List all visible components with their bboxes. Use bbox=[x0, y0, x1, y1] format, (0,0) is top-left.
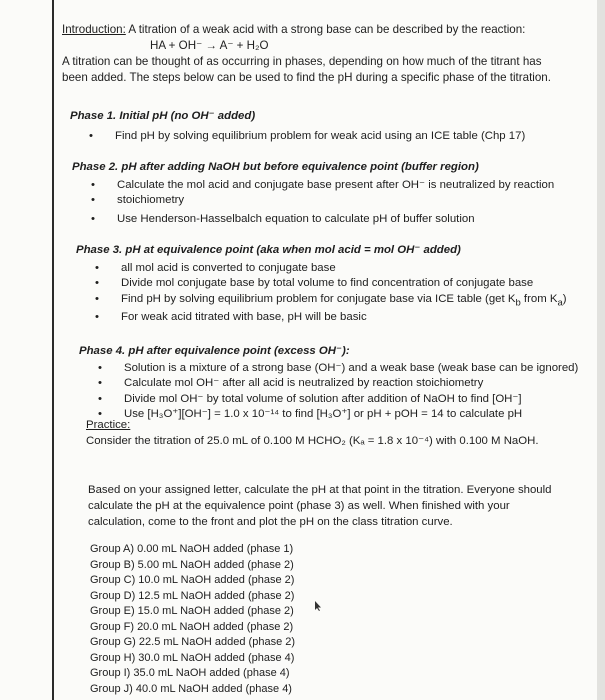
reaction-equation: HA + OH⁻ → A⁻ + H₂O bbox=[150, 39, 269, 52]
practice-heading: Practice: bbox=[86, 419, 131, 431]
list-item: • For weak acid titrated with base, pH will be basic bbox=[95, 310, 567, 326]
list-item: • Use Henderson-Hasselbalch equation to calculate pH of buffer solution bbox=[91, 212, 554, 228]
ice-table-text: Find pH by solving equilibrium problem for conjugate base via ICE table (get K bbox=[121, 292, 516, 305]
instruction-line: calculate the pH at the equivalence point (phase 3) as well. When finished with your bbox=[88, 500, 510, 512]
instruction-line: Based on your assigned letter, calculate the pH at that point in the titration. Everyone should bbox=[88, 484, 552, 496]
intro-text-3: been added. The steps below can be used to find the pH during a specific phase of the titration. bbox=[62, 71, 551, 84]
list-item: Group A) 0.00 mL NaOH added (phase 1) bbox=[90, 543, 294, 555]
ka-subscript: a bbox=[557, 296, 563, 308]
list-item: • Use [H₃O⁺][OH⁻] = 1.0 x 10⁻¹⁴ to find [H₃O⁺] or pH + pOH = 14 to calculate pH bbox=[98, 407, 578, 423]
list-item: Group D) 12.5 mL NaOH added (phase 2) bbox=[90, 589, 295, 602]
kb-subscript: b bbox=[515, 296, 521, 308]
phase-4-title: Phase 4. pH after equivalence point (excess OH⁻): bbox=[79, 345, 350, 357]
list-item: • Find pH by solving equilibrium problem for weak acid using an ICE table (Chp 17) bbox=[89, 129, 525, 145]
groups-list bbox=[90, 542, 295, 697]
list-item: • Divide mol OH⁻ by total volume of solution after addition of NaOH to find [OH⁻] bbox=[98, 392, 578, 408]
phase-1-section bbox=[70, 109, 525, 144]
kb-from-text: from K bbox=[520, 292, 558, 305]
list-item: Group C) 10.0 mL NaOH added (phase 2) bbox=[90, 574, 295, 586]
list-item: Group J) 40.0 mL NaOH added (phase 4) bbox=[90, 682, 292, 695]
list-item: • Calculate mol OH⁻ after all acid is neutralized by reaction stoichiometry bbox=[98, 376, 578, 392]
practice-text: Consider the titration of 25.0 mL of 0.100 M HCHO₂ (Kₐ = 1.8 x 10⁻⁴) with 0.100 M NaOH. bbox=[86, 435, 539, 447]
list-item: Group H) 30.0 mL NaOH added (phase 4) bbox=[90, 651, 295, 664]
list-item bbox=[95, 292, 567, 311]
list-item: Group G) 22.5 mL NaOH added (phase 2) bbox=[90, 636, 296, 648]
intro-text-2: A titration can be thought of as occurring in phases, depending on how much of the titrant has bbox=[62, 55, 542, 68]
introduction-section bbox=[62, 22, 551, 86]
list-item: Group I) 35.0 mL NaOH added (phase 4) bbox=[90, 667, 290, 679]
kb-close-text: ) bbox=[562, 292, 567, 305]
phase-1-title: Phase 1. Initial pH (no OH⁻ added) bbox=[70, 110, 256, 122]
page-right-edge bbox=[597, 0, 605, 700]
list-item: • Solution is a mixture of a strong base (OH⁻) and a weak base (weak base can be ignored) bbox=[98, 361, 578, 377]
list-item: Group B) 5.00 mL NaOH added (phase 2) bbox=[90, 558, 294, 571]
list-item: • all mol acid is converted to conjugate base bbox=[95, 261, 567, 277]
list-item: • Divide mol conjugate base by total volume to find concentration of conjugate base bbox=[95, 276, 567, 292]
intro-line-1 bbox=[62, 22, 551, 38]
list-item: Group F) 20.0 mL NaOH added (phase 2) bbox=[90, 620, 294, 633]
instructions-section bbox=[88, 482, 552, 530]
practice-section bbox=[86, 417, 539, 449]
phase-2-title: Phase 2. pH after adding NaOH but before equivalence point (buffer region) bbox=[72, 161, 479, 173]
list-item: • Calculate the mol acid and conjugate base present after OH⁻ is neutralized by reaction bbox=[91, 178, 554, 194]
instruction-line: calculation, come to the front and plot the pH on the class titration curve. bbox=[88, 516, 453, 528]
intro-text-1: A titration of a weak acid with a strong base can be described by the reaction: bbox=[125, 23, 526, 36]
list-item-continuation: • stoichiometry bbox=[91, 193, 554, 209]
phase-4-section bbox=[79, 344, 578, 423]
mouse-pointer-icon bbox=[314, 600, 322, 612]
list-item: Group E) 15.0 mL NaOH added (phase 2) bbox=[90, 605, 294, 617]
phase-3-section bbox=[76, 243, 567, 326]
page-left-edge bbox=[52, 0, 54, 700]
phase-2-section bbox=[72, 160, 554, 227]
intro-heading: Introduction: bbox=[62, 23, 126, 36]
phase-3-title: Phase 3. pH at equivalence point (aka when mol acid = mol OH⁻ added) bbox=[76, 244, 461, 256]
